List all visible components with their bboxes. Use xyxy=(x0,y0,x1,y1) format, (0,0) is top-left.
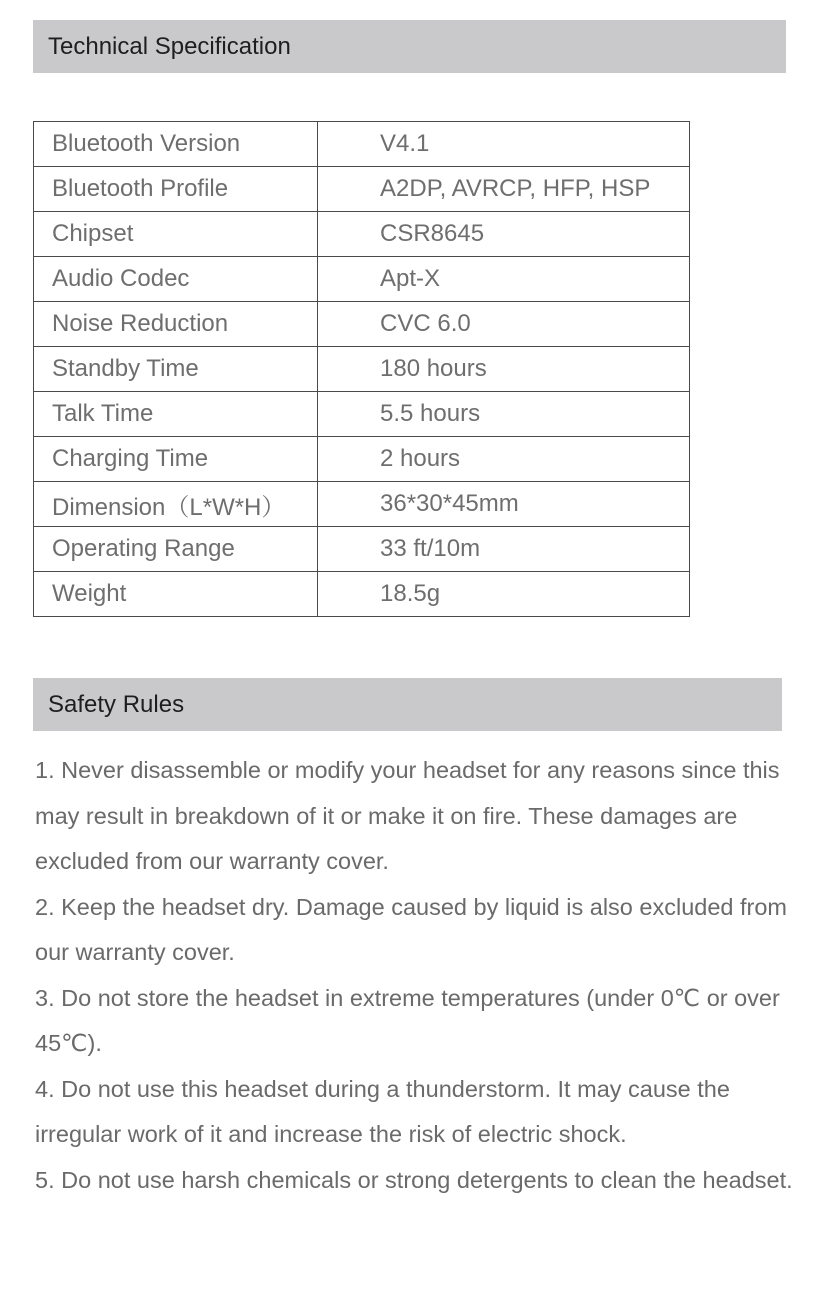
spec-label: Audio Codec xyxy=(34,257,318,302)
spec-value: 33 ft/10m xyxy=(318,527,690,572)
spec-section-header xyxy=(33,20,786,73)
table-row xyxy=(34,257,690,302)
spec-label: Charging Time xyxy=(34,437,318,482)
safety-rule: 4. Do not use this headset during a thunderstorm. It may cause the irregular work of it and increase the risk of electric shock. xyxy=(35,1075,730,1147)
spec-value: CVC 6.0 xyxy=(318,302,690,347)
table-row xyxy=(34,167,690,212)
safety-section-header xyxy=(33,678,782,731)
spec-label: Standby Time xyxy=(34,347,318,392)
spec-table xyxy=(33,121,690,617)
spec-value: V4.1 xyxy=(318,122,690,167)
safety-rule: 5. Do not use harsh chemicals or strong detergents to clean the headset. xyxy=(35,1166,793,1193)
table-row xyxy=(34,482,690,527)
table-row xyxy=(34,572,690,617)
safety-rule: 2. Keep the headset dry. Damage caused by liquid is also excluded from our warranty cover. xyxy=(35,893,787,965)
spec-value: 5.5 hours xyxy=(318,392,690,437)
safety-rules-list xyxy=(35,748,795,1203)
table-row xyxy=(34,302,690,347)
spec-section-title: Technical Specification xyxy=(48,32,291,60)
spec-label: Talk Time xyxy=(34,392,318,437)
spec-label: Bluetooth Profile xyxy=(34,167,318,212)
table-row xyxy=(34,392,690,437)
safety-section-title: Safety Rules xyxy=(48,690,185,718)
table-row xyxy=(34,437,690,482)
table-row xyxy=(34,527,690,572)
spec-value: Apt-X xyxy=(318,257,690,302)
spec-label: Weight xyxy=(34,572,318,617)
spec-value: 180 hours xyxy=(318,347,690,392)
spec-label: Operating Range xyxy=(34,527,318,572)
safety-rule: 1. Never disassemble or modify your headset for any reasons since this may result in breakdown of it or make it on fire. These damages are excluded from our warranty cover. xyxy=(35,757,780,874)
spec-label: Bluetooth Version xyxy=(34,122,318,167)
spec-value: A2DP, AVRCP, HFP, HSP xyxy=(318,167,690,212)
spec-label: Dimension（L*W*H） xyxy=(34,482,318,527)
spec-value: 36*30*45mm xyxy=(318,482,690,527)
spec-value: 18.5g xyxy=(318,572,690,617)
spec-value: 2 hours xyxy=(318,437,690,482)
table-row xyxy=(34,347,690,392)
table-row xyxy=(34,212,690,257)
table-row xyxy=(34,122,690,167)
spec-label: Noise Reduction xyxy=(34,302,318,347)
spec-label: Chipset xyxy=(34,212,318,257)
safety-rule: 3. Do not store the headset in extreme temperatures (under 0℃ or over 45℃). xyxy=(35,984,780,1056)
spec-value: CSR8645 xyxy=(318,212,690,257)
